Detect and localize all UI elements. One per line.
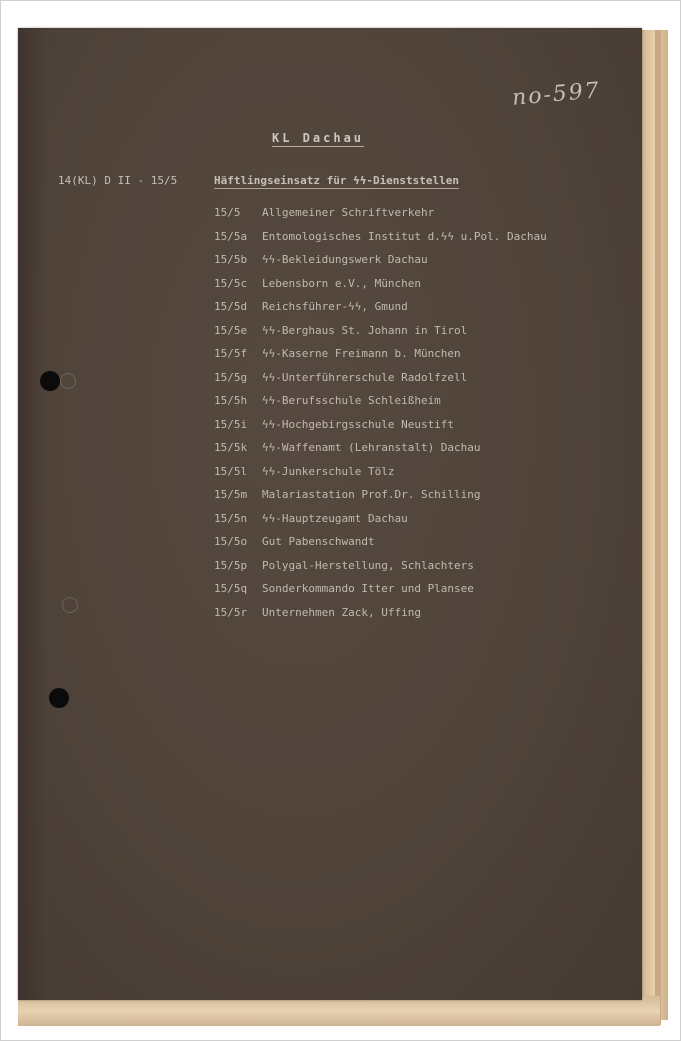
entry-name: Entomologisches Institut d.ϟϟ u.Pol. Dachau: [262, 229, 547, 243]
entry-name: ϟϟ-Berufsschule Schleißheim: [262, 394, 441, 407]
entry-code: 15/5k: [214, 441, 248, 454]
entry-code: 15/5e: [214, 323, 248, 337]
list-item: [214, 253, 614, 277]
entry-name: Lebensborn e.V., München: [262, 276, 421, 290]
entry-code: 15/5f: [214, 347, 248, 360]
list-item: [214, 324, 614, 348]
list-item: [214, 606, 614, 630]
list-item: [214, 535, 614, 559]
list-item: [214, 230, 614, 254]
entry-name: ϟϟ-Kaserne Freimann b. München: [262, 347, 461, 360]
list-item: [214, 582, 614, 606]
entry-name: Sonderkommando Itter und Plansee: [262, 582, 474, 595]
punch-hole: [49, 688, 69, 708]
punch-hole-mark: [60, 373, 76, 389]
entry-name: Allgemeiner Schriftverkehr: [262, 206, 435, 219]
entry-code: 15/5q: [214, 582, 248, 595]
entry-code: 15/5b: [214, 253, 248, 266]
entry-code: 15/5g: [214, 370, 248, 384]
entry-name: ϟϟ-Waffenamt (Lehranstalt) Dachau: [262, 441, 481, 454]
file-reference: 14(KL) D II - 15/5: [58, 174, 178, 187]
entry-list: [214, 206, 614, 629]
sheet-shadow: [18, 28, 48, 1000]
list-item: [214, 465, 614, 489]
punch-hole-mark: [62, 597, 78, 613]
list-item: [214, 277, 614, 301]
list-item: [214, 418, 614, 442]
entry-name: Gut Pabenschwandt: [262, 535, 375, 548]
entry-name: ϟϟ-Hochgebirgsschule Neustift: [262, 417, 455, 431]
entry-code: 15/5p: [214, 558, 248, 572]
punch-hole: [40, 371, 60, 391]
list-item: [214, 347, 614, 371]
entry-code: 15/5h: [214, 394, 248, 407]
entry-name: ϟϟ-Unterführerschule Radolfzell: [262, 370, 468, 384]
list-item: [214, 512, 614, 536]
entry-code: 15/5a: [214, 229, 248, 243]
entry-code: 15/5i: [214, 417, 248, 431]
entry-name: Malariastation Prof.Dr. Schilling: [262, 488, 481, 501]
entry-code: 15/5: [214, 206, 241, 219]
entry-name: ϟϟ-Berghaus St. Johann in Tirol: [262, 323, 468, 337]
entry-code: 15/5c: [214, 276, 248, 290]
list-item: [214, 300, 614, 324]
entry-name: ϟϟ-Hauptzeugamt Dachau: [262, 511, 408, 525]
entry-code: 15/5r: [214, 605, 248, 619]
entry-name: ϟϟ-Bekleidungswerk Dachau: [262, 253, 428, 266]
list-item: [214, 371, 614, 395]
document-title: KL Dachau: [272, 131, 365, 145]
entry-code: 15/5d: [214, 300, 248, 313]
entry-name: Unternehmen Zack, Uffing: [262, 605, 421, 619]
entry-code: 15/5n: [214, 511, 248, 525]
list-item: [214, 488, 614, 512]
underlying-page-edge-inner: [655, 30, 661, 1025]
entry-name: Reichsführer-ϟϟ, Gmund: [262, 300, 408, 313]
list-item: [214, 394, 614, 418]
entry-code: 15/5m: [214, 488, 248, 501]
list-item: [214, 559, 614, 583]
list-item: [214, 441, 614, 465]
entry-name: Polygal-Herstellung, Schlachters: [262, 558, 474, 572]
entry-code: 15/5l: [214, 464, 248, 478]
document-heading: Häftlingseinsatz für ϟϟ-Dienststellen: [214, 174, 460, 187]
archive-stamp: no-597: [511, 78, 602, 111]
entry-code: 15/5o: [214, 535, 248, 548]
entry-name: ϟϟ-Junkerschule Tölz: [262, 464, 395, 478]
list-item: [214, 206, 614, 230]
